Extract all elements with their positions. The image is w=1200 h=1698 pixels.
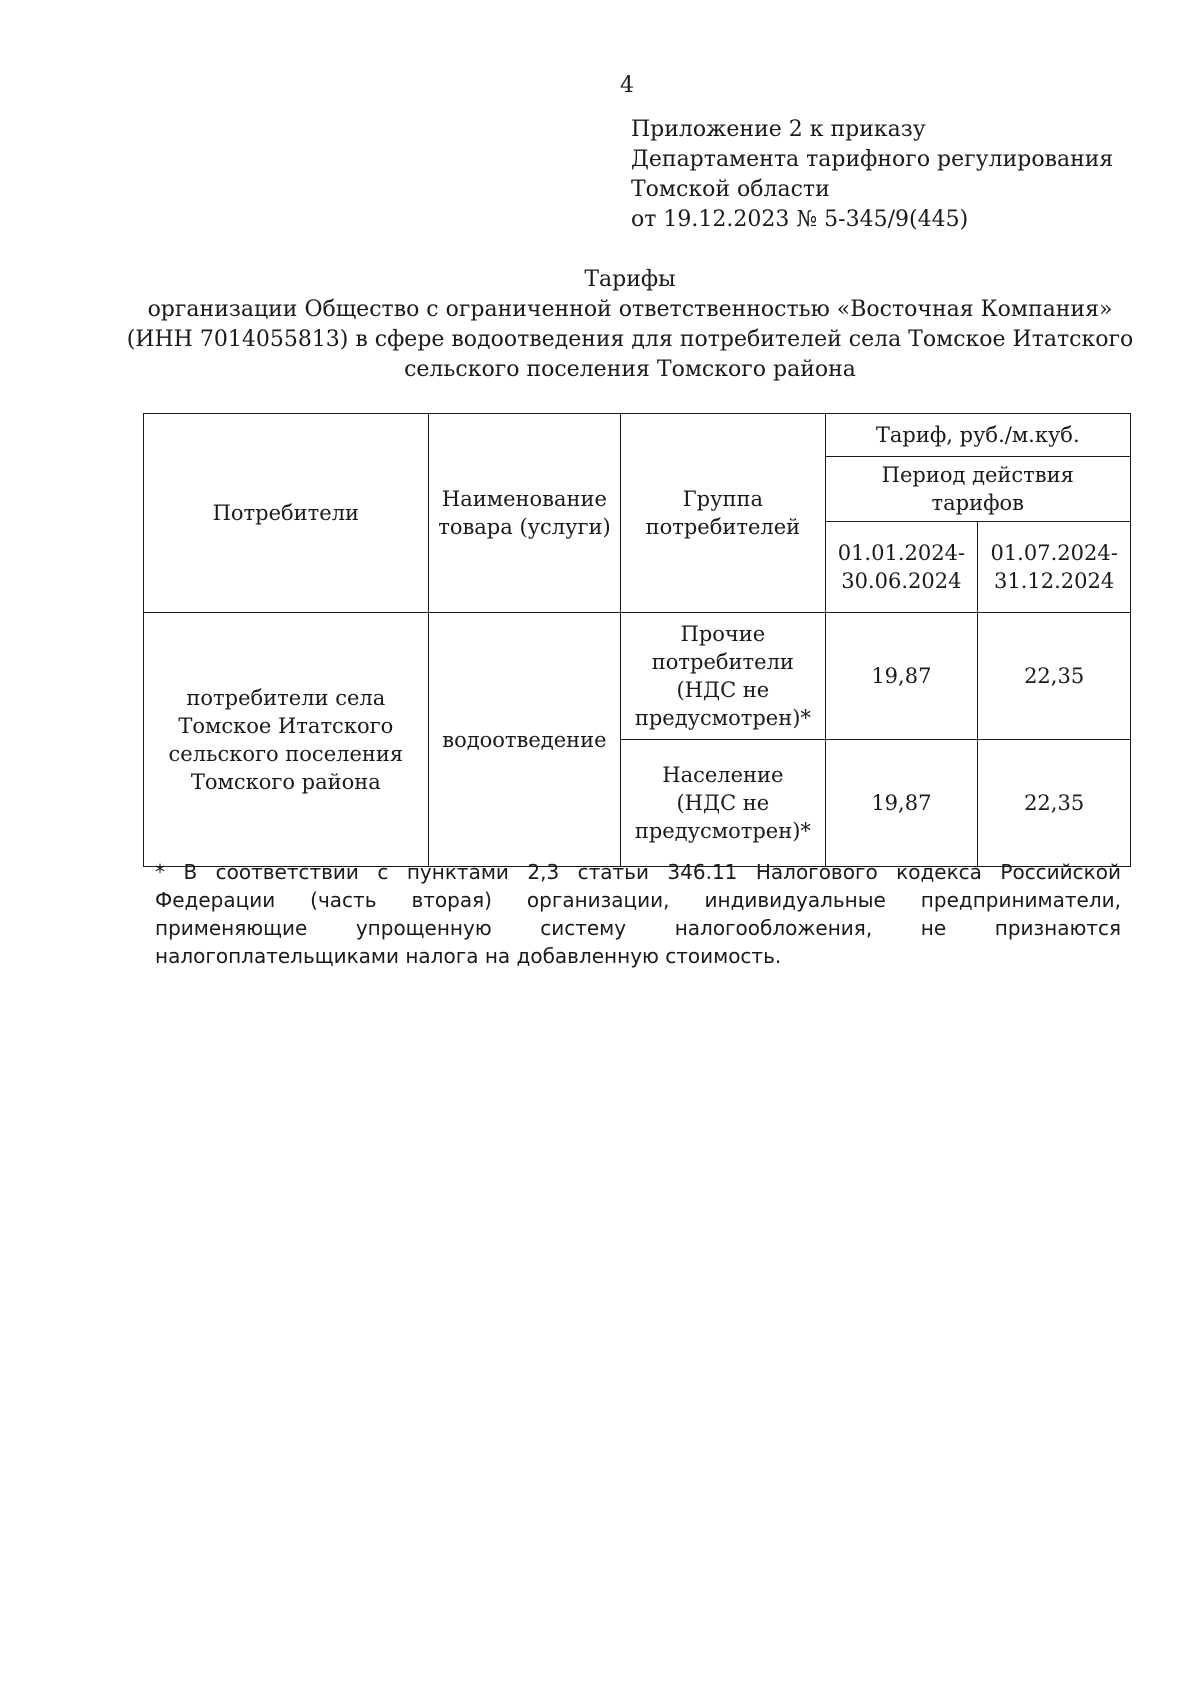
- header-period-1: 01.01.2024-30.06.2024: [825, 522, 978, 613]
- appendix-line: от 19.12.2023 № 5-345/9(445): [631, 207, 969, 232]
- header-period-2: 01.07.2024-31.12.2024: [978, 522, 1131, 613]
- document-title: [120, 265, 1140, 385]
- page-number: 4: [620, 73, 634, 98]
- cell-tariff-value: 22,35: [978, 613, 1131, 740]
- appendix-block: [631, 115, 1113, 235]
- appendix-line: Приложение 2 к приказу: [631, 117, 926, 142]
- cell-group: Население (НДС не предусмотрен)*: [621, 740, 825, 867]
- tariff-table: [143, 413, 1131, 867]
- cell-group: Прочие потребители (НДС не предусмотрен)*: [621, 613, 825, 740]
- cell-tariff-value: 22,35: [978, 740, 1131, 867]
- header-consumers: Потребители: [144, 414, 429, 613]
- header-service: Наименование товара (услуги): [428, 414, 621, 613]
- header-tariff: Тариф, руб./м.куб.: [825, 414, 1130, 457]
- footnote: * В соответствии с пунктами 2,3 статьи 346.11 Налогового кодекса Российской Федерации (часть вторая) организации, индивидуальные предприниматели, применяющие упрощенную систему налогообложения, не признаются налогоплательщиками налога на добавленную стоимость.: [155, 860, 1121, 968]
- header-period: Период действия тарифов: [825, 457, 1130, 522]
- cell-consumers: потребители села Томское Итатского сельского поселения Томского района: [144, 613, 429, 867]
- cell-service: водоотведение: [428, 613, 621, 867]
- appendix-line: Департамента тарифного регулирования: [631, 147, 1114, 172]
- title-line: организации Общество с ограниченной ответственностью «Восточная Компания»: [147, 297, 1113, 322]
- header-group: Группа потребителей: [621, 414, 825, 613]
- appendix-line: Томской области: [631, 177, 830, 202]
- title-line: (ИНН 7014055813) в сфере водоотведения для потребителей села Томское Итатского: [126, 327, 1134, 352]
- title-line: сельского поселения Томского района: [404, 357, 856, 382]
- table-header-row: [144, 414, 1131, 457]
- table-row: [144, 613, 1131, 740]
- cell-tariff-value: 19,87: [825, 613, 978, 740]
- title-heading: Тарифы: [584, 267, 676, 292]
- cell-tariff-value: 19,87: [825, 740, 978, 867]
